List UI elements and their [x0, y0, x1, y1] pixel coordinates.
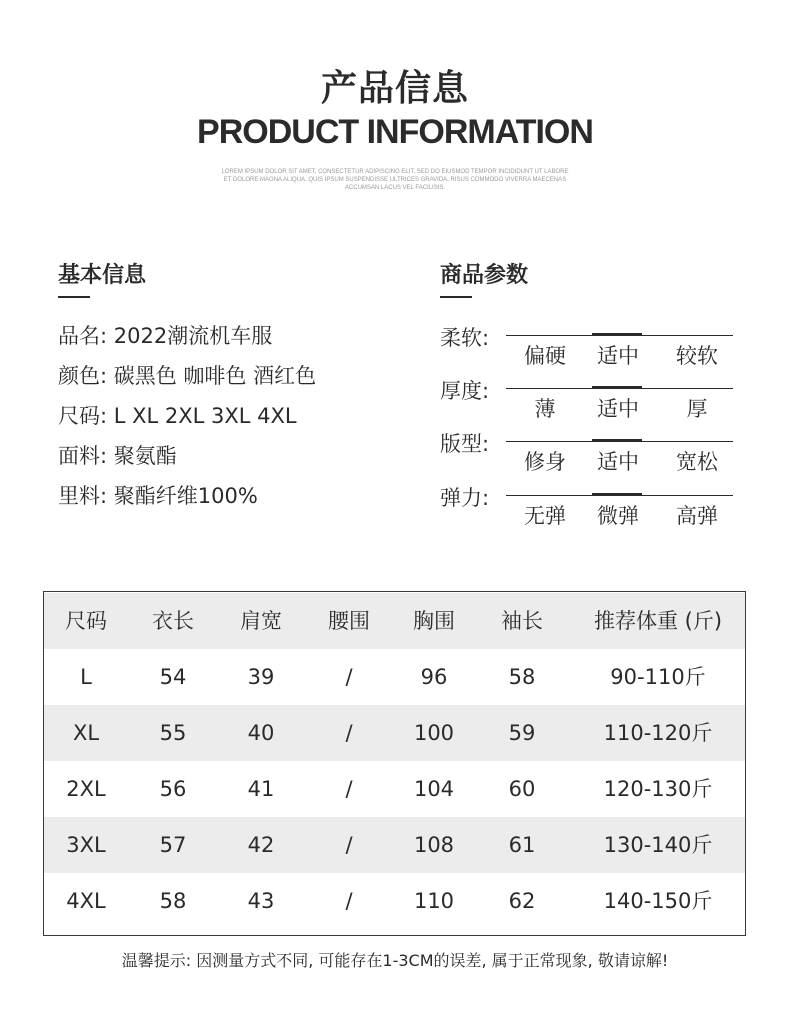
- table-cell: 120-130斤: [603, 777, 713, 801]
- table-cell: 42: [247, 833, 275, 857]
- table-cell: L: [80, 665, 92, 689]
- table-cell: 4XL: [66, 889, 106, 913]
- table-cell: 140-150斤: [603, 889, 713, 913]
- size-table: [43, 591, 746, 936]
- param-option: 微弹: [597, 504, 639, 528]
- basic-info-label: 面料:: [58, 444, 108, 468]
- param-label: 弹力:: [440, 486, 490, 510]
- basic-info-value: 聚酯纤维100%: [107, 484, 258, 508]
- param-option: 适中: [597, 450, 639, 474]
- param-option: 较软: [676, 344, 718, 368]
- param-option: 偏硬: [524, 344, 566, 368]
- basic-info-heading: [58, 258, 146, 289]
- table-cell: 62: [508, 889, 536, 913]
- param-selected-marker: [592, 333, 642, 336]
- page-title-en: PRODUCT INFORMATION: [197, 113, 593, 151]
- basic-info-row: [58, 320, 316, 360]
- table-row: [44, 705, 745, 761]
- basic-info-row: [58, 480, 316, 520]
- table-cell: 43: [247, 889, 275, 913]
- table-cell: 104: [413, 777, 455, 801]
- param-option: 适中: [597, 397, 639, 421]
- table-cell: 58: [508, 665, 536, 689]
- basic-info-value: 2022潮流机车服: [107, 324, 273, 348]
- param-option: 宽松: [676, 450, 718, 474]
- param-option: 高弹: [676, 504, 718, 528]
- table-header-cell: 肩宽: [240, 609, 282, 633]
- param-label: 厚度:: [440, 379, 490, 403]
- table-cell: 110-120斤: [603, 721, 713, 745]
- table-cell: 2XL: [66, 777, 106, 801]
- basic-info-label: 颜色:: [58, 364, 108, 388]
- param-selected-marker: [592, 493, 642, 496]
- basic-info-list: [58, 320, 316, 520]
- table-row: [44, 761, 745, 817]
- table-header-cell: 尺码: [65, 609, 107, 633]
- lorem-subtitle: LOREM IPSUM DOLOR SIT AMET, CONSECTETUR ADIPISCING ELIT, SED DO EIUSMOD TEMPOR INCIDIDUNT UT LABORE ET DOLORE MAGNA ALIQUA. QUIS IPSUM SUSPENDISSE ULTRICES GRAVIDA. RISUS COMMODO VIVERRA MAECENAS ACCUMSAN LACUS VEL FACILISIS.: [221, 169, 569, 191]
- param-option: 无弹: [524, 504, 566, 528]
- table-cell: 110: [413, 889, 455, 913]
- table-cell: 54: [159, 665, 187, 689]
- table-header-cell: 胸围: [413, 609, 455, 633]
- basic-info-row: [58, 400, 316, 440]
- basic-info-underline: [58, 296, 90, 298]
- table-cell: 96: [420, 665, 448, 689]
- param-selected-marker: [592, 439, 642, 442]
- footnote: 温馨提示: 因测量方式不同, 可能存在1-3CM的误差, 属于正常现象, 敬请谅解!: [121, 951, 669, 970]
- basic-info-value: 碳黑色 咖啡色 酒红色: [107, 364, 317, 388]
- params-heading: [440, 258, 528, 289]
- table-header-row: [44, 593, 745, 649]
- table-cell: /: [345, 665, 353, 689]
- basic-info-value: 聚氨酯: [107, 444, 177, 468]
- table-header-cell: 衣长: [152, 609, 194, 633]
- table-cell: 90-110斤: [610, 665, 706, 689]
- param-option: 修身: [524, 450, 566, 474]
- table-row: [44, 817, 745, 873]
- params-heading-underline: [440, 296, 472, 298]
- param-selected-marker: [592, 386, 642, 389]
- table-cell: 108: [413, 833, 455, 857]
- param-option: 适中: [597, 344, 639, 368]
- table-header-cell: 袖长: [501, 609, 543, 633]
- table-cell: 58: [159, 889, 187, 913]
- table-header-cell: 腰围: [328, 609, 370, 633]
- table-header-cell: 推荐体重 (斤): [593, 609, 723, 633]
- params-heading-text: 商品参数: [440, 263, 529, 288]
- basic-info-label: 里料:: [58, 484, 108, 508]
- table-cell: 55: [159, 721, 187, 745]
- table-cell: 100: [413, 721, 455, 745]
- table-cell: 130-140斤: [603, 833, 713, 857]
- basic-info-heading-text: 基本信息: [58, 263, 147, 288]
- table-cell: 40: [247, 721, 275, 745]
- param-label: 柔软:: [440, 326, 490, 350]
- page-title-cn: 产品信息: [320, 68, 469, 109]
- table-cell: /: [345, 833, 353, 857]
- basic-info-row: [58, 360, 316, 400]
- table-cell: 39: [247, 665, 275, 689]
- param-option: 厚: [686, 397, 708, 421]
- table-cell: 57: [159, 833, 187, 857]
- basic-info-label: 尺码:: [58, 404, 108, 428]
- table-cell: 41: [247, 777, 275, 801]
- table-cell: /: [345, 889, 353, 913]
- table-cell: 61: [508, 833, 536, 857]
- table-cell: 59: [508, 721, 536, 745]
- table-row: [44, 649, 745, 705]
- table-cell: /: [345, 721, 353, 745]
- table-cell: 56: [159, 777, 187, 801]
- basic-info-value: L XL 2XL 3XL 4XL: [107, 404, 297, 428]
- table-cell: XL: [72, 721, 100, 745]
- table-cell: 60: [508, 777, 536, 801]
- table-cell: 3XL: [66, 833, 106, 857]
- param-label: 版型:: [440, 432, 490, 456]
- table-row: [44, 873, 745, 929]
- basic-info-label: 品名:: [58, 324, 108, 348]
- table-cell: /: [345, 777, 353, 801]
- basic-info-row: [58, 440, 316, 480]
- param-option: 薄: [534, 397, 556, 421]
